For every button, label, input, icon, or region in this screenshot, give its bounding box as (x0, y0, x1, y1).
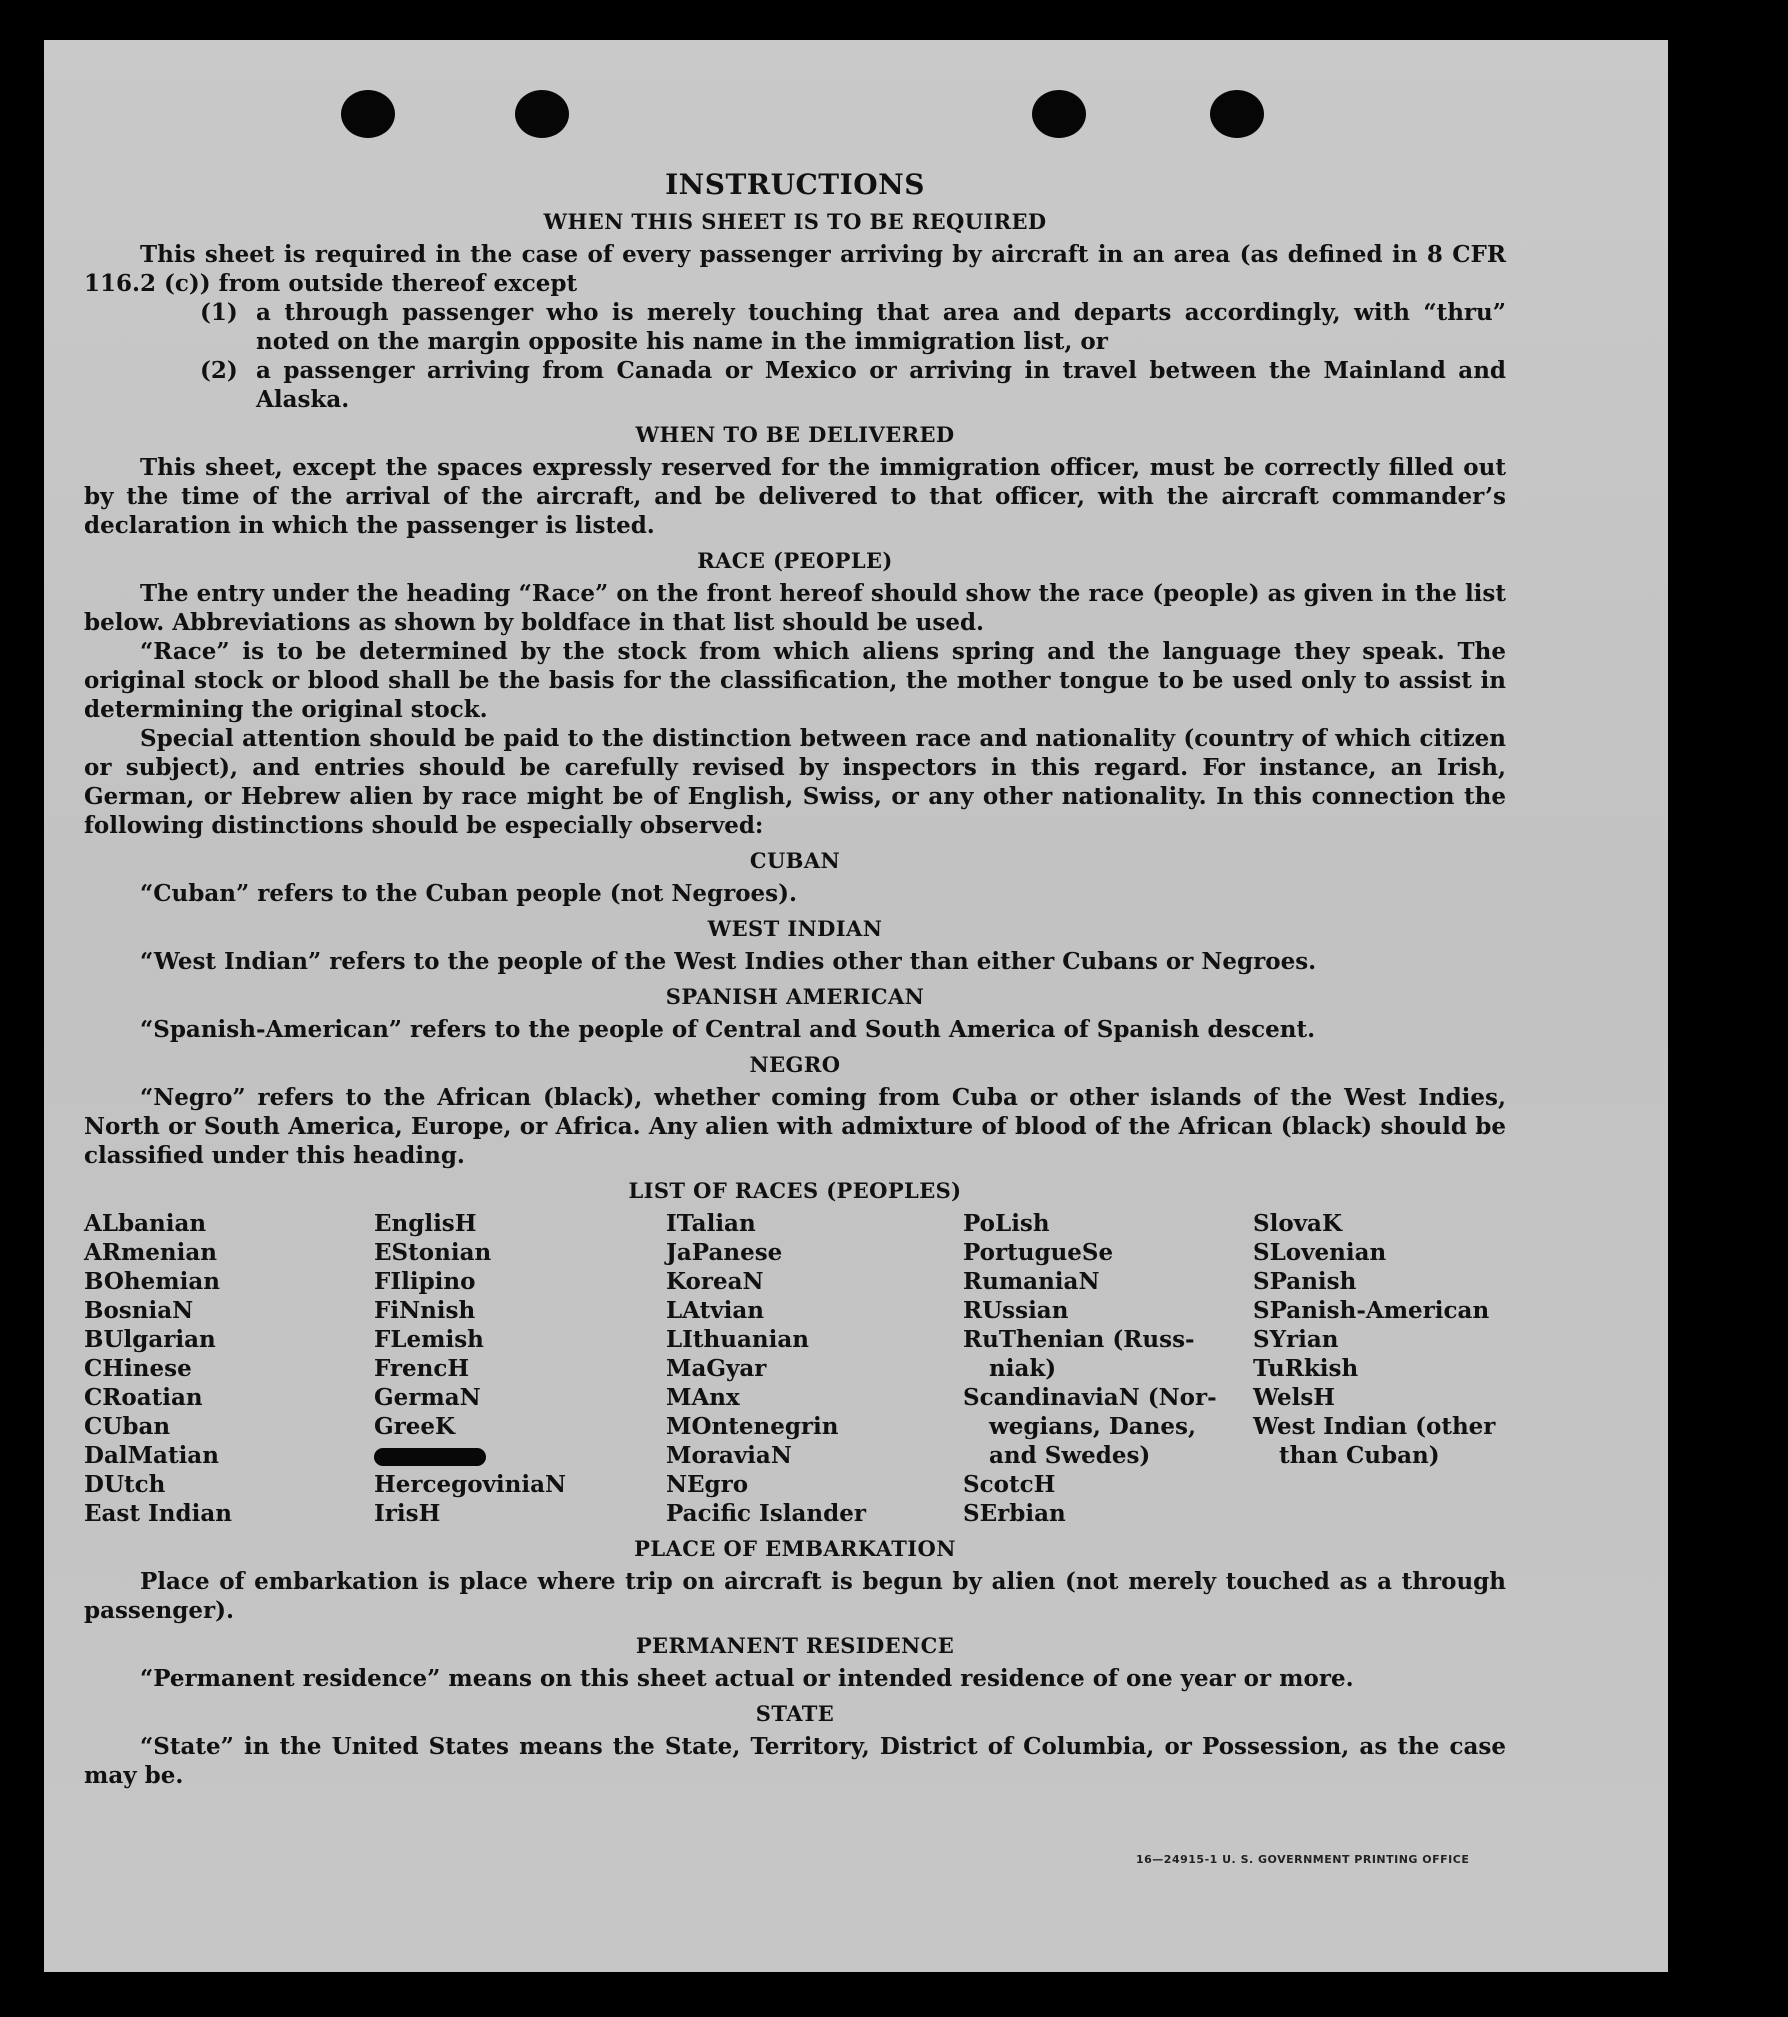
section-heading: PLACE OF EMBARKATION (634, 1536, 956, 1561)
section-heading: WHEN TO BE DELIVERED (635, 422, 955, 447)
race-item: FrencH (374, 1355, 470, 1382)
race-item: PoLish (963, 1210, 1050, 1237)
race-item-continued: wegians, Danes, (989, 1413, 1196, 1440)
race-item: RumaniaN (963, 1268, 1100, 1295)
race-item-redacted (374, 1441, 666, 1470)
paragraph: The entry under the heading “Race” on the front hereof should show the race (people) as given in the list below. Abbreviations as shown by boldface in that list should be used. (84, 580, 1506, 636)
section-heading: SPANISH AMERICAN (665, 984, 925, 1009)
paragraph: This sheet is required in the case of every passenger arriving by aircraft in an area (as defined in 8 CFR 116.2 (c)) from outside thereof except (84, 241, 1506, 297)
paragraph: “State” in the United States means the State, Territory, District of Columbia, or Possession, as the case may be. (84, 1733, 1506, 1789)
race-item: GermaN (374, 1384, 481, 1411)
race-item: IrisH (374, 1500, 441, 1527)
race-item: PortugueSe (963, 1239, 1114, 1266)
race-item: CRoatian (84, 1384, 203, 1411)
race-item: FLemish (374, 1326, 484, 1353)
race-column (666, 1209, 963, 1528)
race-item: MoraviaN (666, 1442, 792, 1469)
race-item: FiNnish (374, 1297, 476, 1324)
race-item: RuThenian (Russ- (963, 1326, 1195, 1353)
list-item (200, 298, 1506, 356)
item-number: (1) (200, 299, 238, 326)
race-item: MOntenegrin (666, 1413, 839, 1440)
race-list (84, 1209, 1506, 1528)
race-item: ScotcH (963, 1471, 1056, 1498)
race-item: EStonian (374, 1239, 492, 1266)
section-heading: NEGRO (749, 1052, 841, 1077)
race-item: SPanish-American (1253, 1297, 1490, 1324)
race-item: SPanish (1253, 1268, 1357, 1295)
race-item: East Indian (84, 1500, 232, 1527)
paragraph: “Race” is to be determined by the stock from which aliens spring and the language they speak. The original stock or blood shall be the basis for the classification, the mother tongue to be used only to assist in determining the original stock. (84, 638, 1506, 723)
race-item: WelsH (1253, 1384, 1336, 1411)
race-item: LIthuanian (666, 1326, 809, 1353)
race-item: DalMatian (84, 1442, 219, 1469)
race-item: ITalian (666, 1210, 756, 1237)
paragraph: “Negro” refers to the African (black), whether coming from Cuba or other islands of the West Indies, North or South America, Europe, or Africa. Any alien with admixture of blood of the African (black) should be classified under this heading. (84, 1084, 1506, 1169)
page-title: INSTRUCTIONS (665, 168, 925, 201)
race-item: HercegoviniaN (374, 1471, 567, 1498)
race-column (84, 1209, 374, 1528)
item-number: (2) (200, 357, 238, 384)
section-heading: LIST OF RACES (PEOPLES) (628, 1178, 962, 1203)
race-item: Pacific Islander (666, 1500, 866, 1527)
punch-hole (341, 90, 395, 138)
item-text: a through passenger who is merely touching that area and departs accordingly, with “thru” noted on the margin opposite his name in the immigration list, or (256, 299, 1506, 355)
race-item-continued: niak) (989, 1355, 1057, 1382)
paragraph: “Cuban” refers to the Cuban people (not Negroes). (140, 880, 798, 907)
section-heading: CUBAN (749, 848, 841, 873)
instructions-body (84, 168, 1506, 1790)
race-column (963, 1209, 1253, 1528)
document-sheet (44, 40, 1668, 1972)
punch-hole (515, 90, 569, 138)
race-item: CHinese (84, 1355, 192, 1382)
race-item: BUlgarian (84, 1326, 216, 1353)
race-item: ARmenian (84, 1239, 218, 1266)
race-item: West Indian (other (1253, 1413, 1496, 1440)
race-item: EnglisH (374, 1210, 477, 1237)
paragraph: This sheet, except the spaces expressly reserved for the immigration officer, must be correctly filled out by the time of the arrival of the aircraft, and be delivered to that officer, with the aircraft commander’s declaration in which the passenger is listed. (84, 454, 1506, 539)
race-item-continued: than Cuban) (1279, 1442, 1440, 1469)
paragraph: “Spanish-American” refers to the people of Central and South America of Spanish descent. (140, 1016, 1316, 1043)
section-heading: PERMANENT RESIDENCE (635, 1633, 955, 1658)
race-column (1253, 1209, 1506, 1528)
race-item: LAtvian (666, 1297, 764, 1324)
race-item: JaPanese (666, 1239, 783, 1266)
race-item: NEgro (666, 1471, 749, 1498)
race-item: DUtch (84, 1471, 166, 1498)
race-item: BOhemian (84, 1268, 220, 1295)
race-item: CUban (84, 1413, 171, 1440)
race-item: KoreaN (666, 1268, 764, 1295)
punch-hole (1210, 90, 1264, 138)
punch-hole (1032, 90, 1086, 138)
section-heading: STATE (755, 1701, 835, 1726)
redaction-mark (374, 1448, 486, 1466)
race-item: TuRkish (1253, 1355, 1359, 1382)
race-item: BosniaN (84, 1297, 194, 1324)
race-column (374, 1209, 666, 1528)
race-item: SErbian (963, 1500, 1066, 1527)
race-item: ScandinaviaN (Nor- (963, 1384, 1217, 1411)
race-item: SYrian (1253, 1326, 1339, 1353)
section-heading: RACE (PEOPLE) (697, 548, 893, 573)
race-item: ALbanian (84, 1210, 207, 1237)
race-item: SlovaK (1253, 1210, 1342, 1237)
race-item: SLovenian (1253, 1239, 1387, 1266)
paragraph: “Permanent residence” means on this sheet actual or intended residence of one year or more. (140, 1665, 1354, 1692)
race-item-continued: and Swedes) (989, 1442, 1151, 1469)
item-text: a passenger arriving from Canada or Mexico or arriving in travel between the Mainland and Alaska. (256, 357, 1506, 413)
race-item: GreeK (374, 1413, 456, 1440)
section-heading: WHEN THIS SHEET IS TO BE REQUIRED (543, 209, 1047, 234)
list-item (200, 356, 1506, 414)
paragraph: Place of embarkation is place where trip on aircraft is begun by alien (not merely touched as a through passenger). (84, 1568, 1506, 1624)
race-item: MAnx (666, 1384, 740, 1411)
paragraph: Special attention should be paid to the distinction between race and nationality (country of which citizen or subject), and entries should be carefully revised by inspectors in this regard. For instance, an Irish, German, or Hebrew alien by race might be of English, Swiss, or any other nationality. In this connection the following distinctions should be especially observed: (84, 725, 1506, 839)
race-item: MaGyar (666, 1355, 767, 1382)
section-heading: WEST INDIAN (707, 916, 883, 941)
paragraph: “West Indian” refers to the people of the West Indies other than either Cubans or Negroes. (140, 948, 1317, 975)
printer-imprint: 16—24915-1 U. S. GOVERNMENT PRINTING OFFICE (1136, 1853, 1470, 1866)
race-item: RUssian (963, 1297, 1069, 1324)
race-item: FIlipino (374, 1268, 476, 1295)
